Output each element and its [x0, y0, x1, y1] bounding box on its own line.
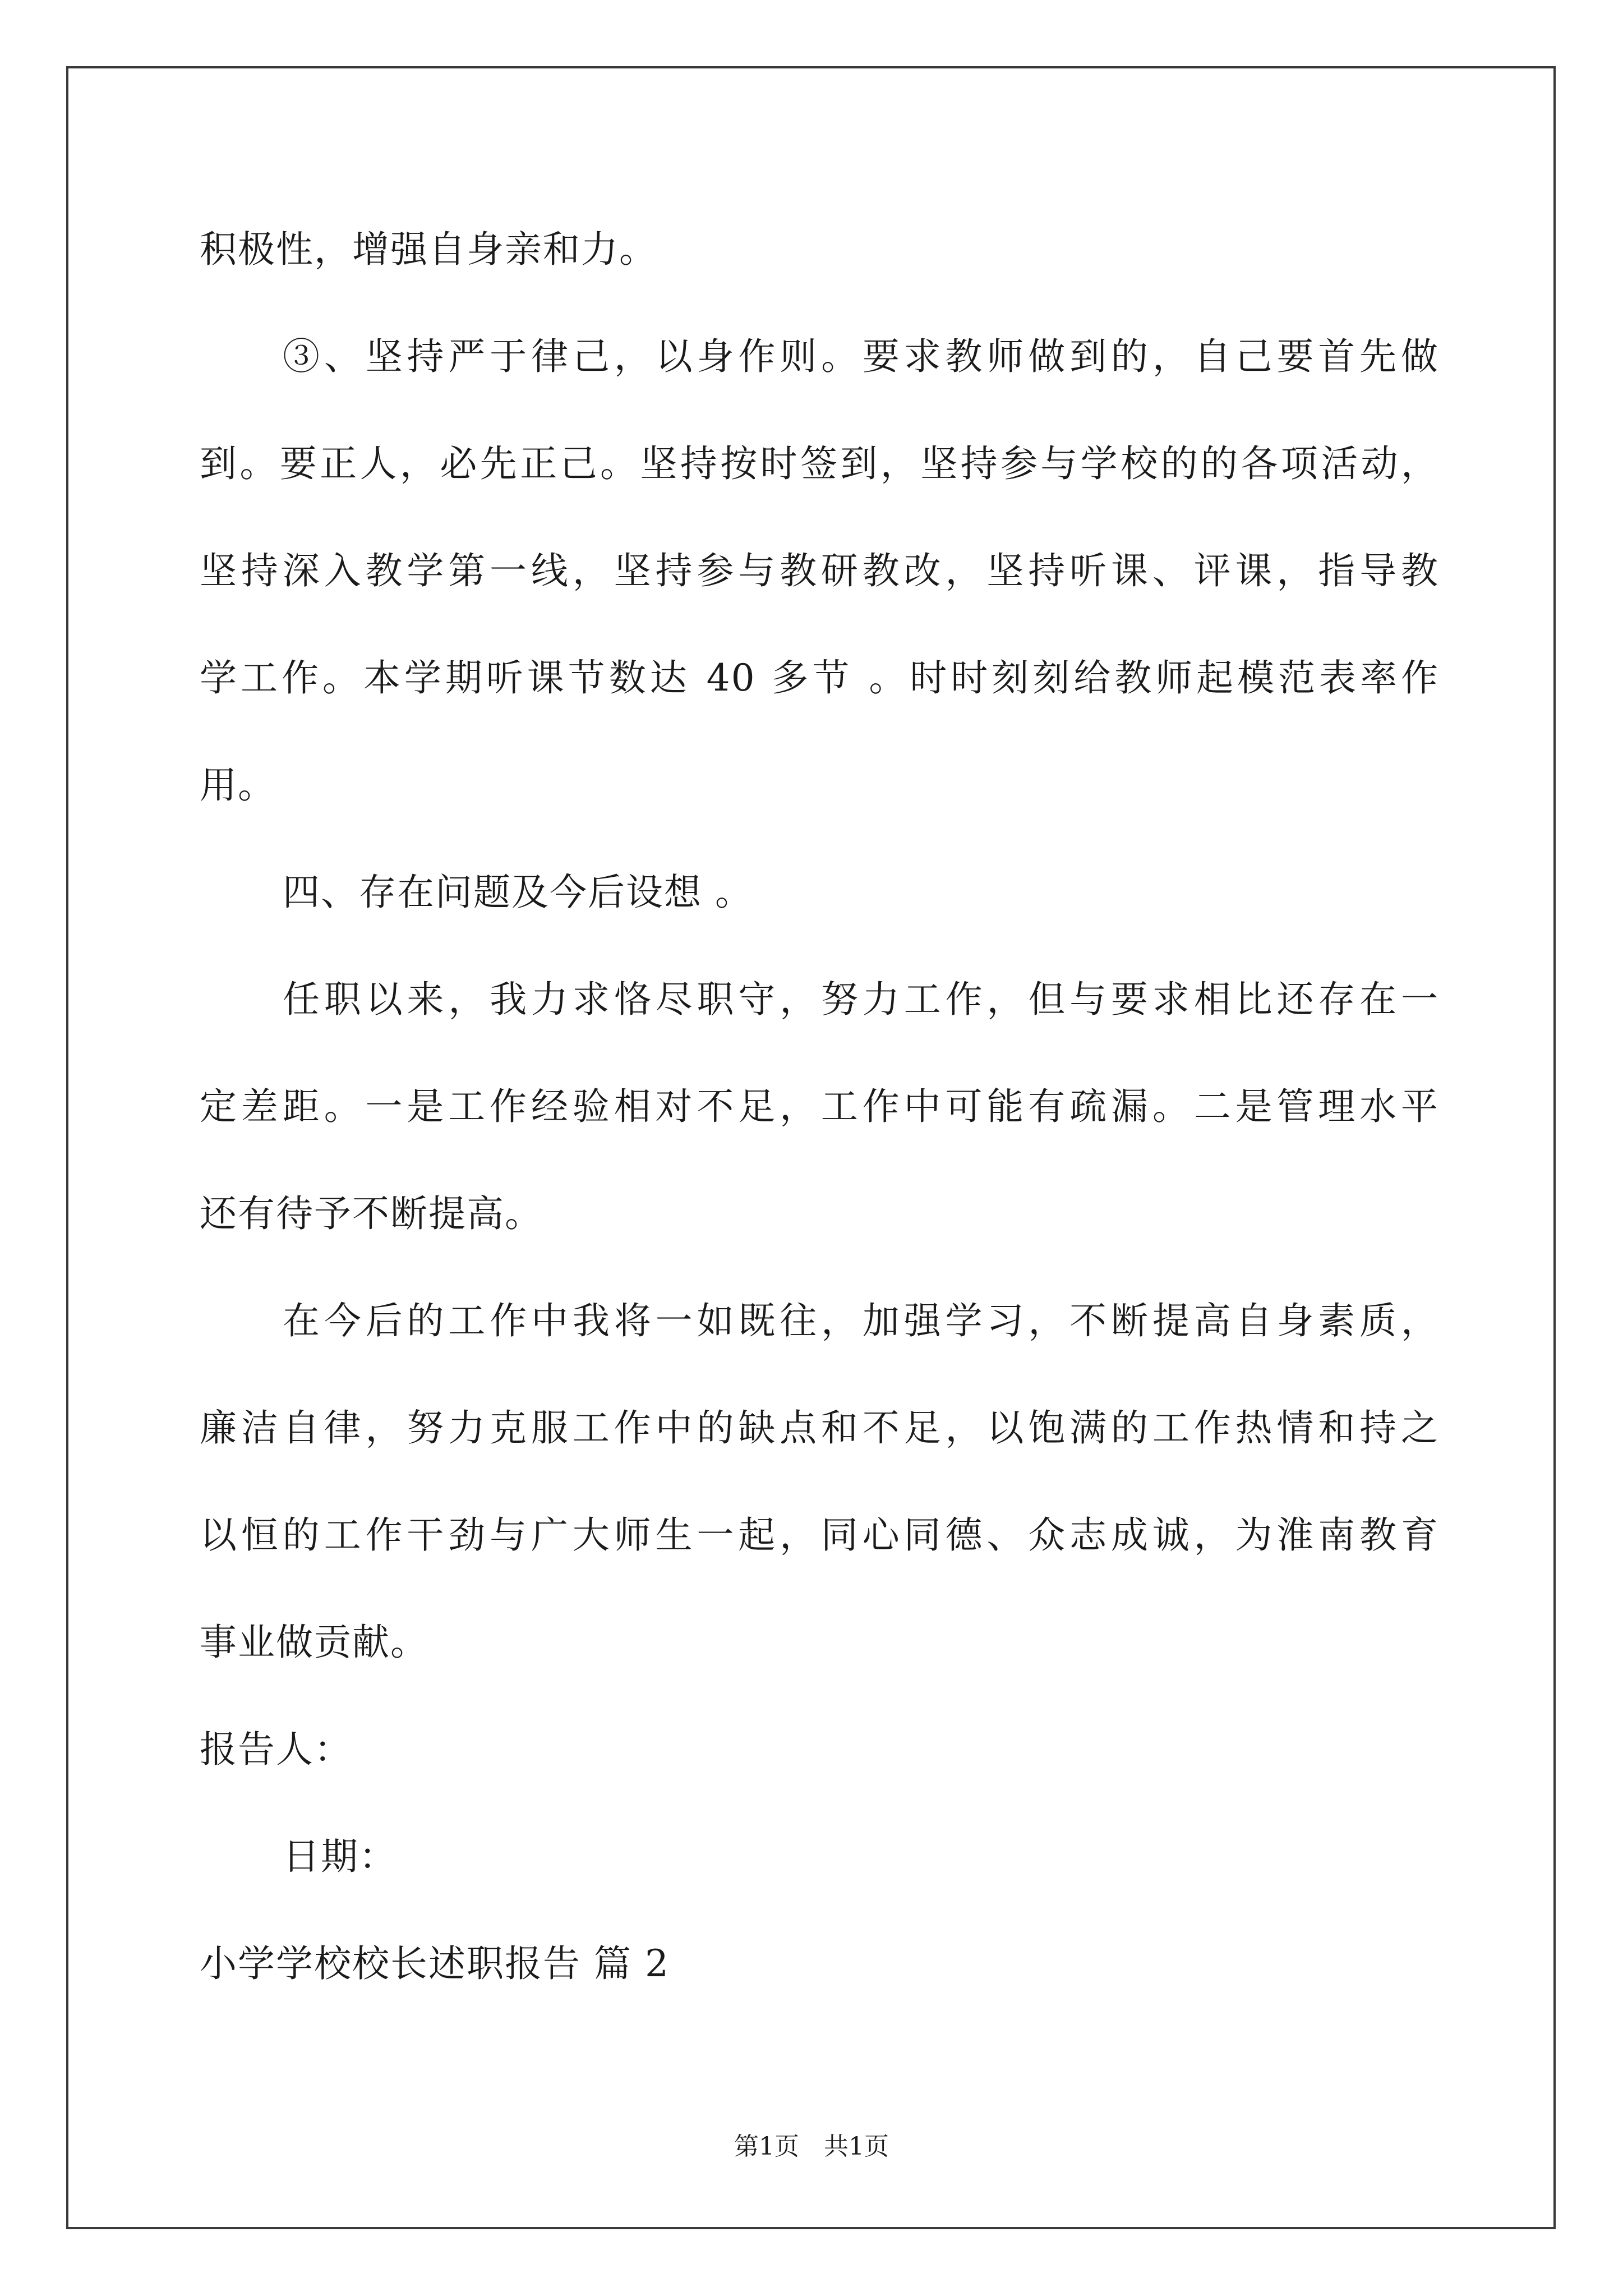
section-heading: 四、存在问题及今后设想 。	[283, 871, 753, 914]
text-line: 用。	[200, 763, 276, 807]
date-label: 日期：	[283, 1835, 397, 1878]
text-line: 定差距。一是工作经验相对不足，工作中可能有疏漏。二是管理水平	[200, 1085, 1439, 1128]
reporter-label: 报告人：	[200, 1728, 352, 1771]
text-line: 学工作。本学期听课节数达 40 多节 。时时刻刻给教师起模范表率作	[200, 656, 1439, 700]
text-line: 坚持深入教学第一线，坚持参与教研教改，坚持听课、评课，指导教	[200, 549, 1439, 592]
text-line: 到。要正人，必先正己。坚持按时签到，坚持参与学校的的各项活动，	[200, 442, 1439, 485]
text-line: 以恒的工作干劲与广大师生一起，同心同德、众志成诚，为淮南教育	[200, 1513, 1439, 1557]
text-line: 事业做贡献。	[200, 1621, 428, 1664]
text-line: 在今后的工作中我将一如既往，加强学习，不断提高自身素质，	[283, 1299, 1439, 1342]
page-border	[66, 66, 1556, 2229]
text-line: 还有待予不断提高。	[200, 1192, 543, 1235]
text-line: 任职以来，我力求恪尽职守，努力工作，但与要求相比还存在一	[283, 978, 1439, 1021]
text-line: ③、坚持严于律己，以身作则。要求教师做到的，自己要首先做	[283, 335, 1439, 378]
text-line: 廉洁自律，努力克服工作中的缺点和不足，以饱满的工作热情和持之	[200, 1406, 1439, 1450]
page-footer: 第1页 共1页	[734, 2132, 889, 2161]
text-line: 积极性，增强自身亲和力。	[200, 228, 657, 271]
next-report-title: 小学学校校长述职报告 篇 2	[200, 1942, 670, 1985]
